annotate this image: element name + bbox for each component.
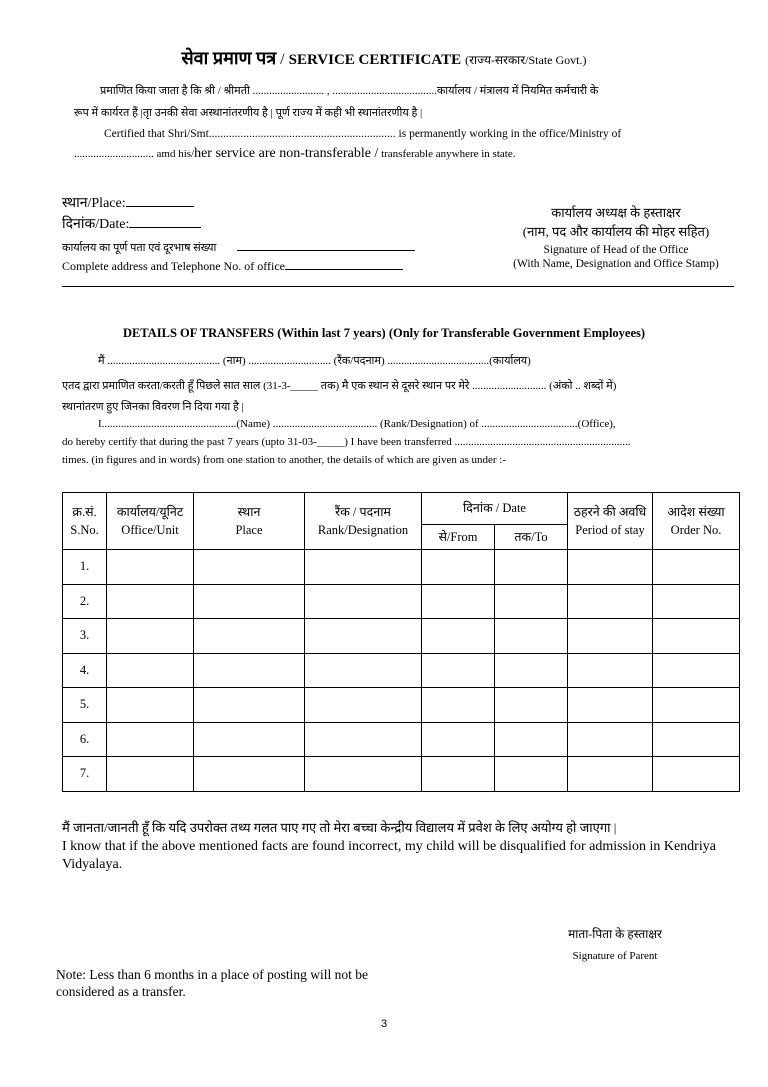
table-cell[interactable] — [495, 722, 568, 757]
details-english-line-3: times. (in figures and in words) from one station to another, the details of which are given as under :- — [62, 454, 507, 466]
table-cell[interactable] — [194, 688, 305, 723]
details-english-line-2: do hereby certify that during the past 7 years (upto 31-03-_____) I have been transferred ................................................................ — [62, 436, 631, 448]
details-heading: DETAILS OF TRANSFERS (Within last 7 years) (Only for Transferable Government Employees) — [122, 326, 646, 340]
row-number: 5. — [63, 688, 107, 723]
header-sno-hindi: क्र.सं. — [72, 505, 97, 519]
title-subtitle: (राज्य-सरकार/State Govt.) — [465, 53, 587, 67]
table-cell[interactable] — [495, 757, 568, 792]
table-cell[interactable] — [422, 653, 495, 688]
table-row — [63, 584, 740, 619]
header-rank — [305, 493, 422, 550]
table-cell[interactable] — [305, 550, 422, 585]
table-cell[interactable] — [305, 653, 422, 688]
header-rank-english: Rank/Designation — [317, 523, 409, 537]
table-cell[interactable] — [568, 653, 653, 688]
table-cell[interactable] — [107, 619, 194, 654]
table-cell[interactable] — [568, 619, 653, 654]
header-place-hindi: स्थान — [237, 505, 261, 519]
header-period-english: Period of stay — [575, 523, 645, 537]
table-cell[interactable] — [568, 757, 653, 792]
address-english — [62, 259, 403, 274]
certify-hindi-line-1: प्रमाणित किया जाता है कि श्री / श्रीमती .......................... , ......................................कार्यालय / मंत्रालय में नियमित कर्मचारी के — [100, 85, 599, 97]
table-row — [63, 757, 740, 792]
table-cell[interactable] — [495, 550, 568, 585]
page-number: 3 — [380, 1018, 388, 1030]
header-order-hindi: आदेश संख्या — [667, 505, 725, 519]
row-number: 6. — [63, 722, 107, 757]
table-cell[interactable] — [305, 688, 422, 723]
head-signature-hindi-2: (नाम, पद और कार्यालय की मोहर सहित) — [522, 224, 710, 239]
table-cell[interactable] — [194, 757, 305, 792]
table-cell[interactable] — [653, 619, 740, 654]
row-number: 1. — [63, 550, 107, 585]
address-hindi — [62, 240, 415, 255]
place-blank[interactable] — [126, 206, 194, 207]
header-place — [194, 493, 305, 550]
table-cell[interactable] — [653, 550, 740, 585]
table-cell[interactable] — [107, 688, 194, 723]
address-english-label: Complete address and Telephone No. of office — [62, 259, 285, 273]
certify-hindi-line-2: रूप में कार्यरत हैं |तृा उनकी सेवा अस्थानांतरणीय है | पूर्ण राज्य में कही भी स्थानांतरणीय है | — [74, 107, 423, 119]
header-sno-english: S.No. — [70, 523, 99, 537]
certify-english-line-2 — [74, 146, 515, 162]
table-cell[interactable] — [495, 653, 568, 688]
table-cell[interactable] — [653, 653, 740, 688]
table-row — [63, 550, 740, 585]
table-cell[interactable] — [107, 653, 194, 688]
table-cell[interactable] — [305, 584, 422, 619]
table-cell[interactable] — [653, 584, 740, 619]
table-cell[interactable] — [194, 653, 305, 688]
table-cell[interactable] — [107, 722, 194, 757]
page-title — [0, 46, 768, 70]
parent-signature-english: Signature of Parent — [572, 950, 658, 962]
date-blank[interactable] — [129, 227, 201, 228]
header-to: तक/To — [495, 524, 568, 549]
table-cell[interactable] — [422, 550, 495, 585]
certify-english-line-2-c: transferable anywhere in state. — [381, 148, 516, 160]
table-cell[interactable] — [305, 722, 422, 757]
table-cell[interactable] — [568, 722, 653, 757]
details-hindi-line-2: एतद द्वारा प्रमाणित करता/करती हूँ पिछले सात साल (31-3-_____ तक) मै एक स्थान से दूसरे स्थान पर मेरे ........................... (अंको .. शब्दों में) — [62, 380, 617, 392]
table-cell[interactable] — [568, 550, 653, 585]
header-from: से/From — [422, 524, 495, 549]
table-cell[interactable] — [653, 722, 740, 757]
title-separator: / — [280, 51, 285, 68]
title-hindi: सेवा प्रमाण पत्र — [181, 48, 277, 68]
table-cell[interactable] — [194, 722, 305, 757]
table-cell[interactable] — [495, 688, 568, 723]
head-signature-english-2: (With Name, Designation and Office Stamp) — [513, 258, 719, 270]
table-cell[interactable] — [305, 619, 422, 654]
table-cell[interactable] — [194, 584, 305, 619]
header-period-hindi: ठहरने की अवधि — [573, 505, 647, 519]
head-signature-block — [498, 203, 734, 271]
table-row — [63, 722, 740, 757]
header-period — [568, 493, 653, 550]
details-english-line-1: I.................................................(Name) ...................................... (Rank/Designation) of ...................................(Office), — [98, 418, 616, 430]
table-cell[interactable] — [422, 584, 495, 619]
address-blank-1[interactable] — [237, 250, 415, 251]
header-place-english: Place — [235, 523, 263, 537]
header-office-hindi: कार्यालय/यूनिट — [116, 505, 184, 519]
certify-english-line-2-b: her service are non-transferable / — [194, 146, 379, 161]
address-hindi-label: कार्यालय का पूर्ण पता एवं दूरभाष संख्या — [62, 242, 217, 254]
parent-signature — [540, 923, 690, 967]
table-cell[interactable] — [653, 757, 740, 792]
row-number: 4. — [63, 653, 107, 688]
declaration-english: I know that if the above mentioned facts are found incorrect, my child will be disqualified for admission in Kendriya Vidyalaya. — [62, 839, 716, 872]
table-cell[interactable] — [422, 619, 495, 654]
date-field — [62, 214, 201, 233]
table-cell[interactable] — [495, 619, 568, 654]
transfers-table — [62, 492, 740, 792]
header-date: दिनांक / Date — [422, 493, 568, 525]
details-hindi-line-1: मैं ......................................... (नाम) .............................. (रैंक/पदनाम) .....................................(कार्यालय) — [98, 355, 531, 367]
row-number: 3. — [63, 619, 107, 654]
header-sno — [63, 493, 107, 550]
place-field — [62, 193, 194, 212]
section-divider — [62, 286, 734, 287]
date-label: दिनांक/Date: — [62, 217, 130, 232]
place-label: स्थान/Place: — [62, 196, 126, 211]
header-office-english: Office/Unit — [121, 523, 179, 537]
address-blank-2[interactable] — [285, 269, 403, 270]
header-office — [107, 493, 194, 550]
header-rank-hindi: रैंक / पदनाम — [335, 505, 391, 519]
table-row — [63, 653, 740, 688]
table-cell[interactable] — [653, 688, 740, 723]
table-cell[interactable] — [194, 550, 305, 585]
certify-english-line-1: Certified that Shri/Smt................................................................. is permanently working in the office/Ministry of — [104, 128, 622, 140]
table-cell[interactable] — [305, 757, 422, 792]
table-cell[interactable] — [422, 688, 495, 723]
title-english: SERVICE CERTIFICATE — [288, 52, 462, 68]
table-cell[interactable] — [422, 757, 495, 792]
head-signature-english: Signature of Head of the Office — [543, 244, 689, 256]
table-cell[interactable] — [422, 722, 495, 757]
table-cell[interactable] — [107, 550, 194, 585]
header-order-english: Order No. — [670, 523, 722, 537]
table-cell[interactable] — [568, 688, 653, 723]
table-row — [63, 688, 740, 723]
table-cell[interactable] — [107, 584, 194, 619]
table-cell[interactable] — [495, 584, 568, 619]
row-number: 7. — [63, 757, 107, 792]
certify-english-line-2-a: ............................. amd his/ — [74, 148, 195, 160]
head-signature-hindi: कार्यालय अध्यक्ष के हस्ताक्षर — [551, 205, 681, 220]
header-order — [653, 493, 740, 550]
row-number: 2. — [63, 584, 107, 619]
parent-signature-hindi: माता-पिता के हस्ताक्षर — [568, 927, 662, 941]
declaration-hindi: मैं जानता/जानती हूँ कि यदि उपरोक्त तथ्य गलत पाए गए तो मेरा बच्चा केन्द्रीय विद्यालय में प्रवेश के लिए अयोग्य हो जाएगा | — [62, 820, 617, 835]
table-row — [63, 619, 740, 654]
details-hindi-line-3: स्थानांतरण हुए जिनका विवरण नि दिया गया है | — [62, 401, 244, 413]
table-cell[interactable] — [568, 584, 653, 619]
table-cell[interactable] — [194, 619, 305, 654]
note: Note: Less than 6 months in a place of posting will not be considered as a transfer. — [56, 967, 368, 999]
table-cell[interactable] — [107, 757, 194, 792]
